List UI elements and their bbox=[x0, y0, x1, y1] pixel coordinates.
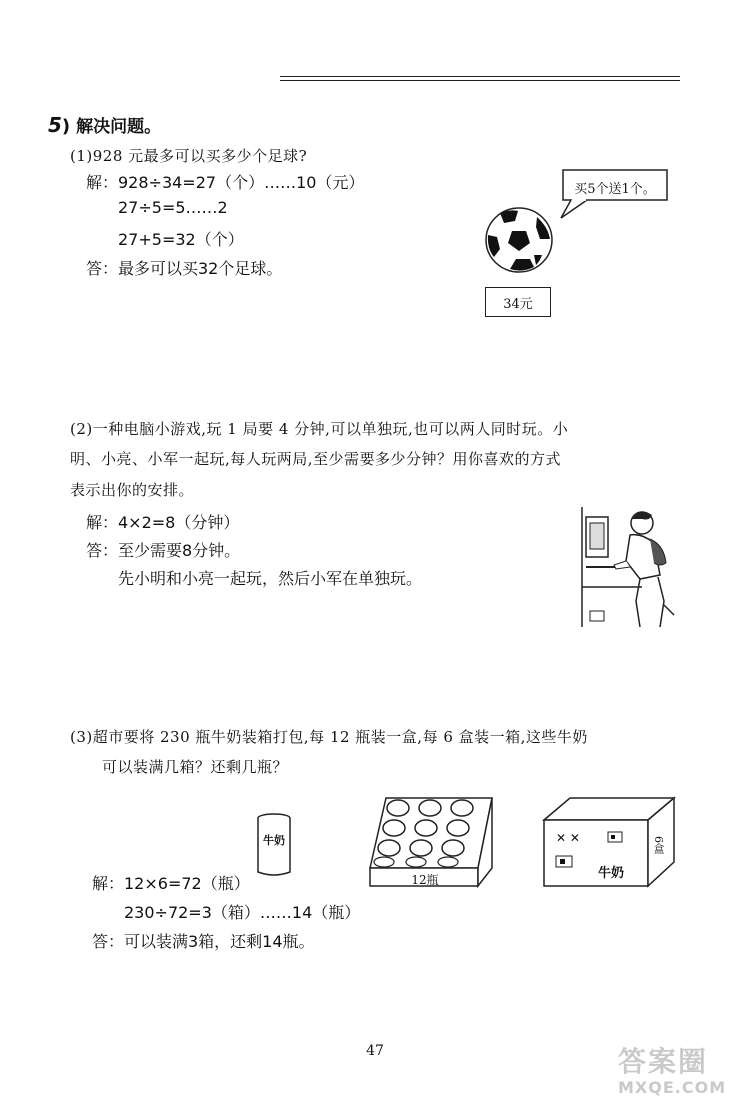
milk-tray-label: 12瓶 bbox=[411, 873, 439, 887]
computer-player-illustration bbox=[580, 505, 676, 629]
q3-answer-line-1: 解：12×6=72（瓶） bbox=[92, 874, 250, 893]
section-heading: 5) 解决问题。 bbox=[48, 113, 162, 137]
page-number: 47 bbox=[366, 1043, 384, 1059]
milk-bottle-label: 牛奶 bbox=[263, 834, 285, 847]
site-logo bbox=[618, 1040, 744, 1100]
q3-question-line-2: 可以装满几箱？还剩几瓶？ bbox=[102, 758, 289, 776]
q1-answer-line-1: 解：928÷34=27（个）……10（元） bbox=[86, 173, 365, 192]
soccer-ball-icon bbox=[482, 205, 556, 275]
q1-answer-line-4: 答：最多可以买32个足球。 bbox=[86, 259, 283, 278]
q2-answer-line-3: 先小明和小亮一起玩，然后小军在单独玩。 bbox=[118, 569, 423, 588]
header-rule-top bbox=[280, 76, 680, 77]
q1-question: (1)928 元最多可以买多少个足球? bbox=[70, 147, 308, 165]
milk-crate-side-label: 6盒 bbox=[652, 836, 665, 854]
q3-answer-line-3: 答：可以装满3箱，还剩14瓶。 bbox=[92, 932, 315, 951]
header-rule-bottom bbox=[280, 80, 680, 81]
q3-answer-line-2: 230÷72=3（箱）……14（瓶） bbox=[124, 903, 361, 922]
q2-answer-line-1: 解：4×2=8（分钟） bbox=[86, 513, 240, 532]
svg-text:✕ ✕: ✕ ✕ bbox=[556, 831, 580, 845]
q2-answer-line-2: 答：至少需要8分钟。 bbox=[86, 541, 241, 560]
q2-question-line-1: (2)一种电脑小游戏,玩 1 局要 4 分钟,可以单独玩,也可以两人同时玩。小 bbox=[70, 420, 569, 438]
q1-answer-line-2: 27÷5=5……2 bbox=[118, 198, 228, 217]
milk-crate-label: 牛奶 bbox=[598, 866, 625, 881]
q2-question-line-3: 表示出你的安排。 bbox=[70, 481, 195, 499]
speech-bubble-text: 买5个送1个。 bbox=[574, 182, 656, 197]
q2-question-line-2: 明、小亮、小军一起玩,每人玩两局,至少需要多少分钟？用你喜欢的方式 bbox=[70, 450, 562, 468]
price-tag bbox=[485, 287, 551, 317]
q1-answer-line-3: 27+5=32（个） bbox=[118, 230, 244, 249]
section-number: 5 bbox=[48, 113, 62, 137]
q3-question-line-1: (3)超市要将 230 瓶牛奶装箱打包,每 12 瓶装一盒,每 6 盒装一箱,这些牛奶 bbox=[70, 728, 588, 746]
site-logo-domain: MXQE.COM bbox=[618, 1078, 727, 1097]
price-tag-text: 34元 bbox=[503, 296, 533, 312]
section-title: 解决问题。 bbox=[76, 117, 162, 137]
site-logo-text: 答案圈 bbox=[618, 1045, 709, 1078]
